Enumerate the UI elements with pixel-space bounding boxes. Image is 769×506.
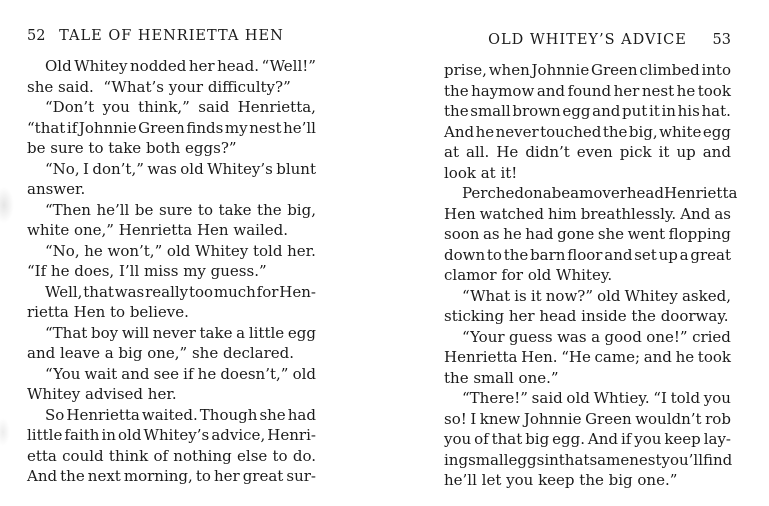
text-line: be sure to take both eggs?” — [27, 139, 237, 157]
text-line: he’ll let you keep the big one.” — [444, 471, 678, 489]
text-line: “What is it now?” old Whitey asked, — [462, 286, 731, 305]
text-line: “You wait and see if he doesn’t,” old — [45, 364, 316, 383]
text-line: answer. — [27, 180, 86, 198]
text-line: “Your guess was a good one!” cried — [462, 327, 731, 346]
text-line: Henrietta Hen. “He came; and he took — [444, 348, 731, 366]
text-line: look at it! — [444, 163, 518, 182]
text-line: Well, that was really too much for Hen- — [45, 282, 316, 301]
text-line: little faith in old Whitey’s advice, Henri- — [27, 426, 316, 444]
text-line: white one,” Henrietta Hen wailed. — [27, 221, 288, 239]
page-number: 52 — [27, 28, 46, 44]
text-line: clamor for old Whitey. — [444, 266, 613, 284]
text-line: And he never touched the big, white egg — [444, 122, 731, 141]
text-line: “There!” said old Whtiey. “I told you — [462, 389, 731, 407]
chapter-running-title: TALE OF HENRIETTA HEN — [59, 28, 284, 44]
text-line: “That boy will never take a little egg — [45, 323, 316, 342]
text-line: “If he does, I’ll miss my guess.” — [27, 262, 267, 280]
text-line: the small one.” — [444, 368, 559, 387]
running-head — [27, 28, 316, 44]
text-line: Hen watched him breathlessly. And as — [444, 204, 731, 223]
running-head — [444, 32, 731, 48]
text-line: etta could think of nothing else to do. — [27, 446, 316, 465]
page-body — [444, 60, 738, 491]
text-line: and leave a big one,” she declared. — [27, 344, 295, 362]
text-line: And the next morning, to her great sur- — [27, 467, 316, 485]
text-line: soon as he had gone she went flopping — [444, 225, 731, 243]
text-line: So Henrietta waited. Though she had — [45, 405, 316, 424]
text-line: ing small eggs in that same nest you’ll find — [444, 450, 733, 469]
book-page-left — [27, 28, 316, 487]
text-line: sticking her head inside the doorway. — [444, 307, 729, 325]
text-line: Whitey advised her. — [27, 385, 177, 403]
text-line: Perched on a beam overhead Henrietta — [462, 184, 738, 202]
text-line: “No, I don’t,” was old Whitey’s blunt — [45, 159, 316, 178]
text-line: at all. He didn’t even pick it up and — [444, 143, 731, 161]
text-line: Old Whitey nodded her head. “Well!” — [45, 57, 316, 75]
page-number: 53 — [712, 32, 731, 48]
text-line: “Don’t you think,” said Henrietta, — [45, 98, 316, 116]
text-line: so! I knew Johnnie Green wouldn’t rob — [444, 409, 731, 428]
book-page-right — [444, 32, 738, 491]
text-line: “Then he’ll be sure to take the big, — [45, 200, 316, 219]
page-body — [27, 56, 316, 487]
text-line: prise, when Johnnie Green climbed into — [444, 61, 731, 79]
text-line: rietta Hen to believe. — [27, 303, 189, 321]
text-line: down to the barn floor and set up a great — [444, 245, 731, 264]
text-line: you of that big egg. And if you keep lay- — [444, 430, 731, 448]
text-line: “that if Johnnie Green finds my nest he’ll — [27, 118, 316, 137]
text-line: “No, he won’t,” old Whitey told her. — [45, 241, 316, 260]
chapter-running-title: OLD WHITEY’S ADVICE — [488, 32, 687, 48]
text-line: the haymow and found her nest he took — [444, 81, 731, 100]
text-line: she said. “What’s your difficulty?” — [27, 77, 291, 96]
text-line: the small brown egg and put it in his hat. — [444, 102, 731, 120]
